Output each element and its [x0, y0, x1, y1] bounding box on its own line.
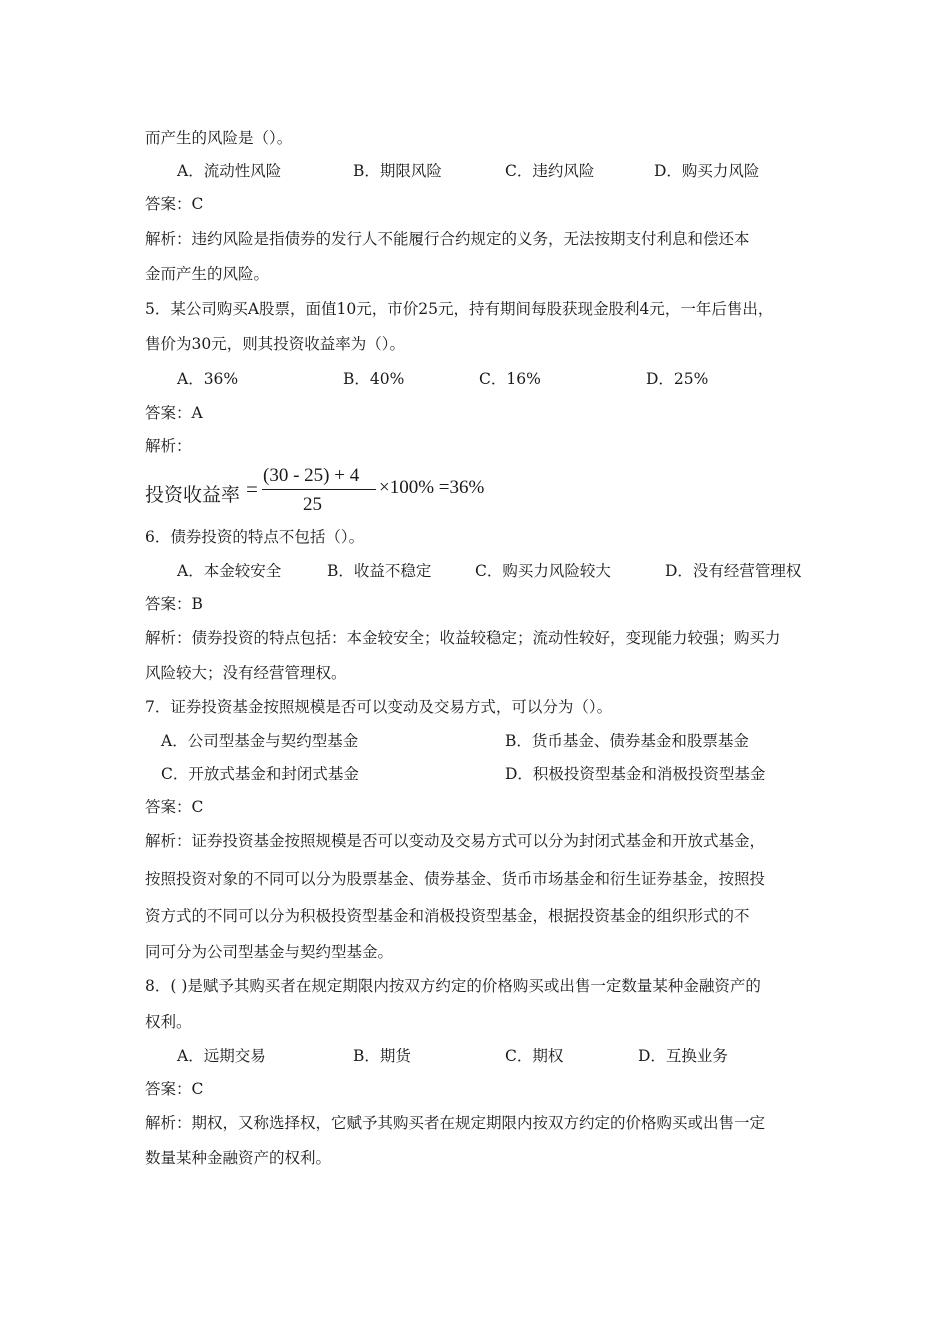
q7-option-d: D．积极投资型基金和消极投资型基金: [505, 765, 766, 783]
formula-equals: =: [246, 477, 258, 501]
q5-option-c: C．16%: [479, 370, 541, 388]
formula-result: ×100% =36%: [379, 477, 485, 498]
q8-option-b: B．期货: [353, 1047, 411, 1065]
q7-analysis-line-1: 解析：证券投资基金按照规模是否可以变动及交易方式可以分为封闭式基金和开放式基金，: [145, 832, 766, 850]
formula-denominator: 25: [303, 494, 322, 515]
q4-analysis-line-2: 金而产生的风险。: [145, 265, 270, 283]
q5-answer: 答案：A: [145, 404, 203, 422]
q8-stem-line-2: 权利。: [145, 1013, 192, 1031]
q4-option-a: A．流动性风险: [177, 162, 282, 180]
q8-option-a: A．远期交易: [177, 1047, 266, 1065]
q6-answer: 答案：B: [145, 595, 203, 613]
q7-option-b: B．货币基金、债券基金和股票基金: [505, 732, 749, 750]
q6-analysis-line-1: 解析：债券投资的特点包括：本金较安全；收益较稳定；流动性较好，变现能力较强；购买力: [145, 629, 781, 647]
q4-answer: 答案：C: [145, 195, 204, 213]
q6-option-c: C．购买力风险较大: [475, 562, 611, 580]
formula-numerator: (30 - 25) + 4: [263, 465, 360, 486]
formula-fraction-bar: [262, 489, 376, 490]
q6-stem: 6．债券投资的特点不包括（）。: [145, 528, 365, 546]
q4-option-c: C．违约风险: [505, 162, 595, 180]
q6-option-b: B．收益不稳定: [327, 562, 432, 580]
q5-formula: [145, 463, 565, 517]
q6-option-d: D．没有经营管理权: [665, 562, 802, 580]
q4-option-b: B．期限风险: [353, 162, 442, 180]
q8-option-c: C．期权: [505, 1047, 564, 1065]
q5-option-b: B．40%: [343, 370, 405, 388]
q5-analysis-label: 解析：: [145, 437, 192, 455]
q8-option-d: D．互换业务: [638, 1047, 728, 1065]
q7-analysis-line-2: 按照投资对象的不同可以分为股票基金、债券基金、货币市场基金和衍生证券基金，按照投: [145, 870, 766, 888]
q7-stem: 7．证券投资基金按照规模是否可以变动及交易方式，可以分为（）。: [145, 698, 613, 716]
q4-option-d: D．购买力风险: [654, 162, 760, 180]
q8-answer: 答案：C: [145, 1080, 204, 1098]
q8-analysis-line-1: 解析：期权，又称选择权，它赋予其购买者在规定期限内按双方约定的价格购买或出售一定: [145, 1114, 766, 1132]
q5-stem-line-2: 售价为30元，则其投资收益率为（）。: [145, 335, 405, 353]
q8-stem-line-1: 8．( )是赋予其购买者在规定期限内按双方约定的价格购买或出售一定数量某种金融资产的: [145, 977, 761, 995]
q5-stem-line-1: 5．某公司购买A股票，面值10元，市价25元，持有期间每股获现金股利4元，一年后售出，: [145, 300, 774, 318]
q7-analysis-line-4: 同可分为公司型基金与契约型基金。: [145, 943, 394, 961]
q7-answer: 答案：C: [145, 798, 204, 816]
q8-analysis-line-2: 数量某种金融资产的权利。: [145, 1149, 332, 1167]
formula-lhs: 投资收益率: [145, 484, 241, 506]
q5-option-d: D．25%: [646, 370, 709, 388]
q6-option-a: A．本金较安全: [177, 562, 282, 580]
q4-analysis-line-1: 解析：违约风险是指债券的发行人不能履行合约规定的义务，无法按期支付利息和偿还本: [145, 230, 750, 248]
q7-analysis-line-3: 资方式的不同可以分为积极投资型基金和消极投资型基金，根据投资基金的组织形式的不: [145, 907, 750, 925]
q6-analysis-line-2: 风险较大；没有经营管理权。: [145, 664, 347, 682]
q7-option-a: A．公司型基金与契约型基金: [161, 732, 359, 750]
q7-option-c: C．开放式基金和封闭式基金: [161, 765, 359, 783]
q5-option-a: A．36%: [177, 370, 239, 388]
q4-stem-tail: 而产生的风险是（）。: [145, 129, 293, 147]
